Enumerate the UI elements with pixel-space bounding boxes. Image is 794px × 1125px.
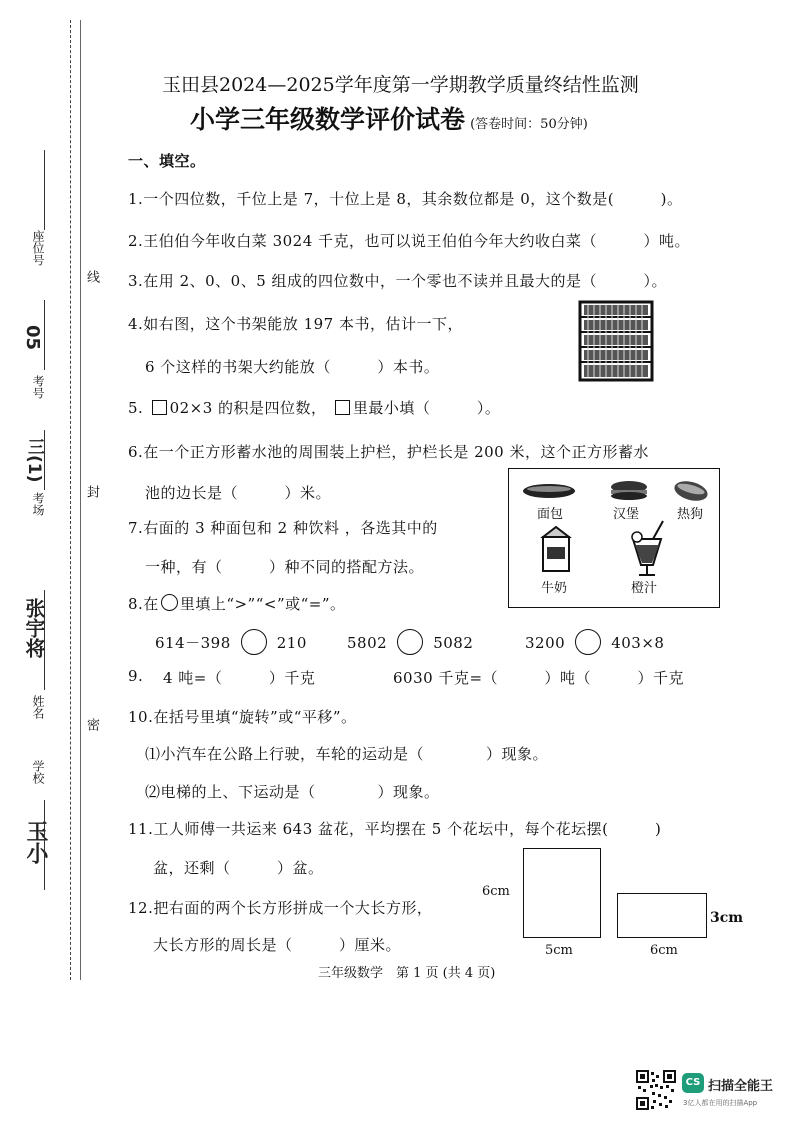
question-4-line2: 6 个这样的书架大约能放（ ）本书。 <box>145 358 440 376</box>
question-5 <box>128 397 500 418</box>
qr-code <box>636 1070 676 1110</box>
rect-left <box>523 848 601 938</box>
seat-label: 座位号 <box>31 230 45 266</box>
question-8-expr-1 <box>155 629 307 655</box>
exam-time-note: (答卷时间：50分钟) <box>470 117 588 132</box>
section-title: 一、填空。 <box>128 152 206 170</box>
rect-right-width: 6cm <box>650 943 678 958</box>
exam-title-main: 小学三年级数学评价试卷 <box>190 105 466 134</box>
food-label-burger: 汉堡 <box>613 507 640 522</box>
expr-1-left: 614－398 <box>155 634 231 652</box>
question-8-part-b: 里填上“>”“<”或“=”。 <box>179 595 346 613</box>
compare-circle-1[interactable] <box>241 629 267 655</box>
question-2: 2.王伯伯今年收白菜 3024 千克，也可以说王伯伯今年大约收白菜（ ）吨。 <box>128 232 691 250</box>
room-field[interactable] <box>44 430 45 490</box>
question-11-line1: 11.工人师傅一共运来 643 盆花，平均摆在 5 个花坛中，每个花坛摆( ) <box>128 820 662 838</box>
school-label: 学校 <box>31 760 45 784</box>
compare-circle-2[interactable] <box>397 629 423 655</box>
page-footer: 三年级数学 第 1 页 (共 4 页) <box>318 966 496 981</box>
rect-left-width: 5cm <box>545 943 573 958</box>
scanner-badge-text: CS <box>685 1077 701 1088</box>
question-12-line1: 12.把右面的两个长方形拼成一个大长方形， <box>128 899 433 917</box>
question-8 <box>128 593 346 614</box>
name-value: 张宇将 <box>22 598 46 658</box>
school-value: 玉小 <box>23 820 48 864</box>
expr-1-right: 210 <box>276 634 307 652</box>
binding-divider <box>70 20 71 980</box>
room-label: 考场 <box>31 492 45 516</box>
binding-divider-2 <box>80 20 81 980</box>
school-field[interactable] <box>44 800 45 890</box>
question-12-line2: 大长方形的周长是（ ）厘米。 <box>153 936 402 954</box>
question-8-expr-3 <box>525 629 664 655</box>
question-11-line2: 盆，还剩（ ）盆。 <box>153 859 324 877</box>
expr-2-left: 5802 <box>347 634 388 652</box>
compare-circle-3[interactable] <box>575 629 601 655</box>
question-9-part-a: 4 吨=（ ）千克 <box>163 669 316 687</box>
expr-2-right: 5082 <box>433 634 474 652</box>
question-3: 3.在用 2、0、0、5 组成的四位数中，一个零也不读并且最大的是（ ）。 <box>128 272 668 290</box>
exam-no-field[interactable] <box>44 300 45 370</box>
exam-no-value: 05 <box>22 325 43 351</box>
question-10-2: ⑵电梯的上、下运动是（ ）现象。 <box>145 783 440 801</box>
question-5-part-a: 02×3 的积是四位数， <box>169 399 327 417</box>
expr-3-left: 3200 <box>525 634 566 652</box>
exam-no-label: 考号 <box>31 375 45 399</box>
food-label-hotdog: 热狗 <box>677 507 704 522</box>
question-7-line1: 7.右面的 3 种面包和 2 种饮料 ，各选其中的 <box>128 519 438 537</box>
drink-label-milk: 牛奶 <box>541 581 568 596</box>
question-5-part-b: 里最小填（ ）。 <box>352 399 501 417</box>
scanner-brand-name: 扫描全能王 <box>708 1079 774 1094</box>
exam-header-line1: 玉田县2024—2025学年度第一学期教学质量终结性监测 <box>162 74 639 96</box>
question-4-line1: 4.如右图，这个书架能放 197 本书，估计一下， <box>128 315 463 333</box>
question-1: 1.一个四位数，千位上是 7，十位上是 8，其余数位都是 0，这个数是( )。 <box>128 190 683 208</box>
rect-right <box>617 893 707 938</box>
blank-circle-icon <box>161 594 178 611</box>
question-10: 10.在括号里填“旋转”或“平移”。 <box>128 708 357 726</box>
rect-right-height: 3cm <box>710 910 744 926</box>
line-char: 线 <box>84 270 99 283</box>
name-label: 姓名 <box>31 695 45 719</box>
scanner-brand-sub: 3亿人都在用的扫描App <box>683 1099 758 1107</box>
expr-3-right: 403×8 <box>611 634 665 652</box>
question-6-line1: 6.在一个正方形蓄水池的周围装上护栏，护栏长是 200 米，这个正方形蓄水 <box>128 443 649 461</box>
rect-left-height: 6cm <box>482 884 510 899</box>
question-9-part-b: 6030 千克=（ ）吨（ ）千克 <box>393 669 685 687</box>
seat-field[interactable] <box>44 150 45 230</box>
food-label-bread: 面包 <box>537 507 564 522</box>
question-5-number: 5. <box>128 399 144 417</box>
question-9-number: 9. <box>128 667 144 685</box>
secret-char: 密 <box>84 718 99 731</box>
bookshelf-image <box>578 300 654 382</box>
question-8-expr-2 <box>347 629 473 655</box>
drink-label-juice: 橙汁 <box>631 581 658 596</box>
blank-box-icon <box>152 400 167 415</box>
name-field[interactable] <box>44 590 45 690</box>
question-8-part-a: 8.在 <box>128 595 159 613</box>
seal-char: 封 <box>84 485 99 498</box>
blank-box-icon <box>335 400 350 415</box>
question-6-line2: 池的边长是（ ）米。 <box>145 484 332 502</box>
exam-title <box>190 100 588 136</box>
question-10-1: ⑴小汽车在公路上行驶，车轮的运动是（ ）现象。 <box>145 745 549 763</box>
question-7-line2: 一种，有（ ）种不同的搭配方法。 <box>145 558 425 576</box>
food-drink-box <box>508 468 720 608</box>
room-value: 三(1) <box>24 438 44 483</box>
scanner-logo-icon <box>682 1073 704 1093</box>
